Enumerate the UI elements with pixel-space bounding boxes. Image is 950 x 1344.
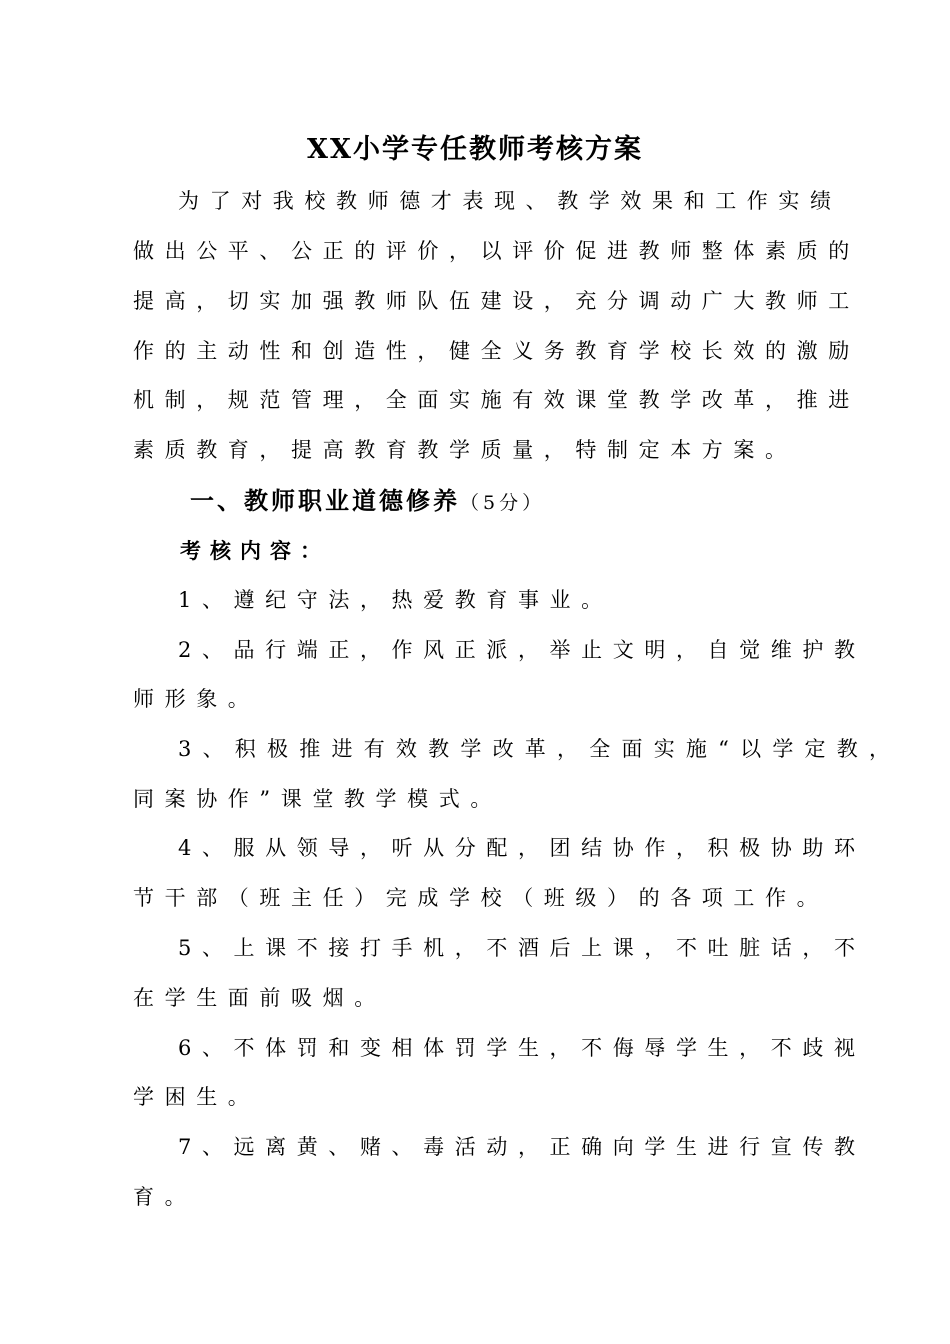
item-7-line-2: 育。	[133, 1185, 197, 1209]
intro-line-4: 作的主动性和创造性，健全义务教育学校长效的激励	[133, 339, 860, 363]
item-2-line-1: 2、品行端正，作风正派，举止文明，自觉维护教	[178, 638, 866, 662]
intro-line-2: 做出公平、公正的评价，以评价促进教师整体素质的	[133, 239, 860, 263]
section-heading-text: 一、教师职业道德修养	[190, 486, 460, 515]
item-2-line-2: 师形象。	[133, 687, 260, 711]
item-7-line-1: 7、远离黄、赌、毒活动，正确向学生进行宣传教	[178, 1135, 866, 1159]
section-score: （5分）	[460, 492, 546, 514]
item-1-line-1: 1、遵纪守法，热爱教育事业。	[178, 588, 613, 612]
intro-line-5: 机制，规范管理，全面实施有效课堂教学改革，推进	[133, 388, 860, 412]
document-title: XX小学专任教师考核方案	[307, 134, 643, 165]
item-4-line-2: 节干部（班主任）完成学校（班级）的各项工作。	[133, 886, 829, 910]
intro-line-1: 为了对我校教师德才表现、教学效果和工作实绩	[178, 189, 842, 213]
section-subheading: 考核内容：	[180, 538, 330, 563]
section-heading	[190, 486, 545, 518]
item-6-line-1: 6、不体罚和变相体罚学生，不侮辱学生，不歧视	[178, 1036, 866, 1060]
item-6-line-2: 学困生。	[133, 1085, 260, 1109]
item-5-line-2: 在学生面前吸烟。	[133, 986, 386, 1010]
item-3-line-1: 3、积极推进有效教学改革，全面实施“以学定教，	[178, 737, 890, 761]
item-4-line-1: 4、服从领导，听从分配，团结协作，积极协助环	[178, 836, 866, 860]
item-5-line-1: 5、上课不接打手机，不酒后上课，不吐脏话，不	[178, 936, 866, 960]
intro-line-3: 提高，切实加强教师队伍建设，充分调动广大教师工	[133, 289, 860, 313]
item-3-line-2: 同案协作”课堂教学模式。	[133, 787, 502, 811]
intro-line-6: 素质教育，提高教育教学质量，特制定本方案。	[133, 438, 797, 462]
